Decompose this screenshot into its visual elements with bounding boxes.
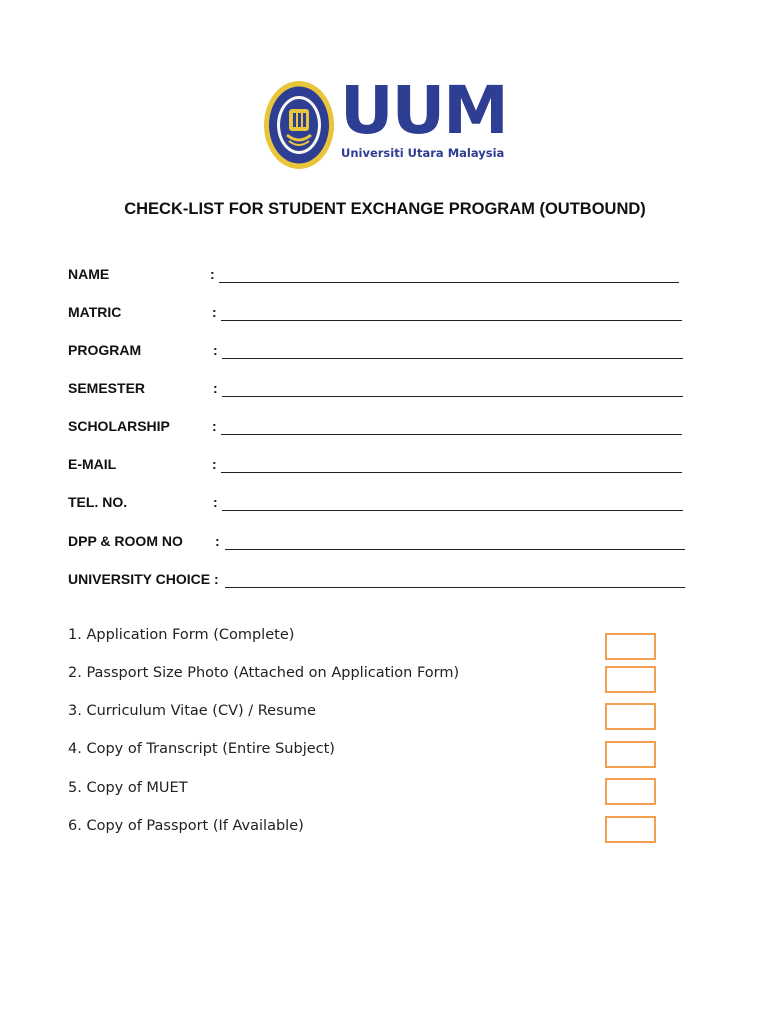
checklist-item: 3. Curriculum Vitae (CV) / Resume (68, 703, 316, 719)
field-line[interactable] (222, 358, 683, 359)
field-label: E-MAIL (68, 456, 117, 472)
checklist-item: 1. Application Form (Complete) (68, 627, 295, 643)
field-colon: : (215, 533, 220, 549)
field-line[interactable] (219, 282, 679, 283)
field-colon: : (213, 380, 218, 396)
field-email[interactable] (68, 456, 682, 476)
field-label: NAME (68, 266, 110, 282)
field-matric[interactable] (68, 304, 682, 324)
field-line[interactable] (222, 510, 683, 511)
checklist-item: 4. Copy of Transcript (Entire Subject) (68, 741, 335, 757)
field-program[interactable] (68, 342, 683, 362)
field-tel-no[interactable] (68, 494, 683, 514)
field-colon: : (213, 342, 218, 358)
field-name[interactable] (68, 266, 680, 286)
checkbox[interactable] (605, 741, 656, 768)
field-line[interactable] (225, 549, 685, 550)
field-label: TEL. NO. (68, 494, 128, 510)
field-colon: : (210, 266, 215, 282)
checklist-item: 6. Copy of Passport (If Available) (68, 818, 304, 834)
field-colon: : (212, 456, 217, 472)
field-line[interactable] (221, 472, 682, 473)
uum-logo (263, 72, 507, 172)
field-label: MATRIC (68, 304, 122, 320)
field-scholarship[interactable] (68, 418, 682, 438)
page-title: CHECK-LIST FOR STUDENT EXCHANGE PROGRAM (OUTBOUND) (124, 200, 646, 218)
field-line[interactable] (221, 434, 682, 435)
checkbox[interactable] (605, 633, 656, 660)
field-line[interactable] (225, 587, 685, 588)
checkbox[interactable] (605, 778, 656, 805)
checklist-item: 2. Passport Size Photo (Attached on Application Form) (68, 665, 460, 681)
field-label: UNIVERSITY CHOICE : (68, 571, 219, 587)
checkbox[interactable] (605, 666, 656, 693)
logo-subtitle: Universiti Utara Malaysia (341, 146, 505, 160)
university-seal-icon (263, 79, 335, 171)
field-label: PROGRAM (68, 342, 142, 358)
checkbox[interactable] (605, 703, 656, 730)
checklist-item: 5. Copy of MUET (68, 780, 188, 796)
field-dpp-room-no[interactable] (68, 533, 685, 553)
field-colon: : (212, 304, 217, 320)
field-line[interactable] (221, 320, 682, 321)
field-semester[interactable] (68, 380, 683, 400)
field-label: SCHOLARSHIP (68, 418, 170, 434)
checkbox[interactable] (605, 816, 656, 843)
field-colon: : (213, 494, 218, 510)
field-university-choice[interactable] (68, 571, 685, 591)
logo-wordmark: UUM (340, 72, 507, 149)
field-line[interactable] (222, 396, 683, 397)
field-label: SEMESTER (68, 380, 146, 396)
field-colon: : (212, 418, 217, 434)
field-label: DPP & ROOM NO (68, 533, 183, 549)
